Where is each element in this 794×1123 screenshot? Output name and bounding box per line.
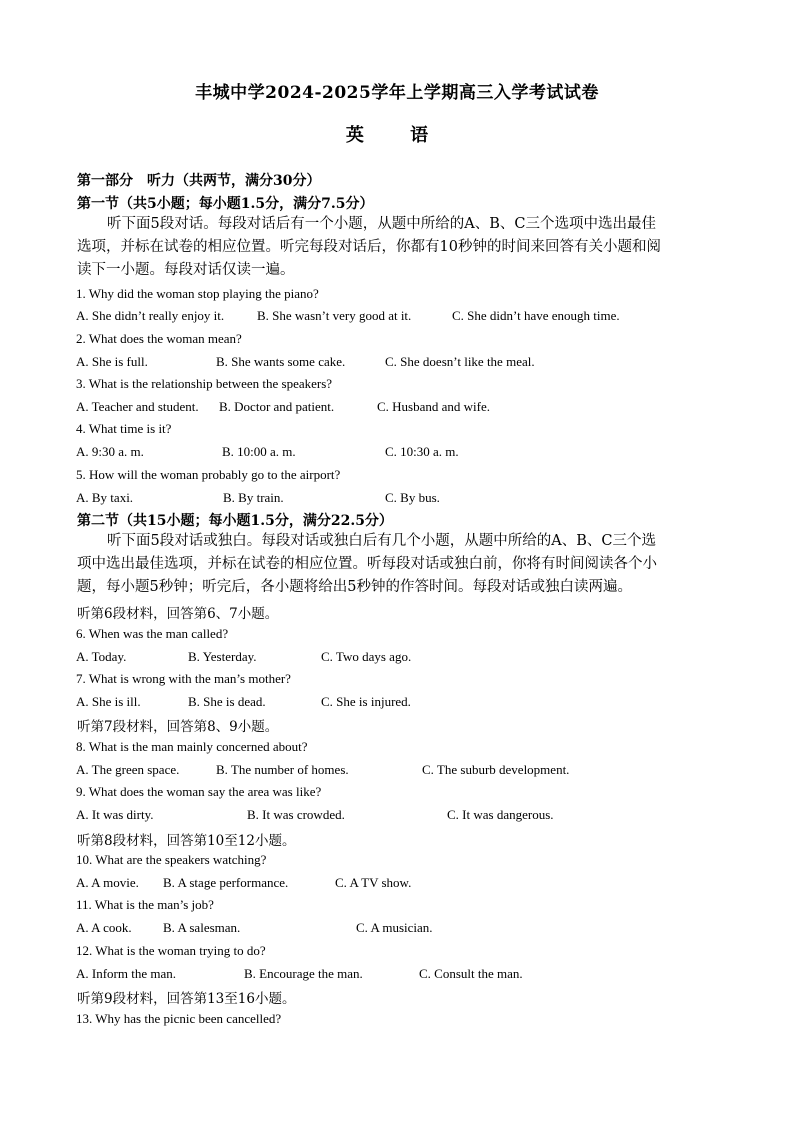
question-7: 7. What is wrong with the man’s mother?: [76, 671, 291, 686]
section1-heading: 第一节（共5小题；每小题1.5分，满分7.5分）: [77, 196, 374, 212]
section2-heading: 第二节（共15小题；每小题1.5分，满分22.5分）: [77, 513, 393, 529]
question-5: 5. How will the woman probably go to the airport?: [76, 467, 341, 482]
option-a: A. A movie.: [76, 875, 139, 890]
option-a: A. The green space.: [76, 762, 180, 777]
option-c: C. The suburb development.: [422, 762, 570, 777]
option-c: C. She doesn’t like the meal.: [385, 354, 535, 369]
section2-instructions: [77, 530, 720, 599]
option-b: B. She wants some cake.: [216, 354, 346, 369]
material-note-9: 听第9段材料，回答第13至16小题。: [77, 991, 296, 1007]
option-a: A. She didn’t really enjoy it.: [76, 308, 225, 323]
instruction-line: 听下面5段对话或独白。每段对话或独白后有几个小题，从题中所给的A、B、C三个选: [107, 533, 656, 549]
option-a: A. 9:30 a. m.: [76, 444, 144, 459]
option-b: B. Encourage the man.: [244, 966, 363, 981]
question-6: 6. When was the man called?: [76, 626, 229, 641]
instruction-line: 听下面5段对话。每段对话后有一个小题，从题中所给的A、B、C三个选项中选出最佳: [107, 216, 656, 232]
material-note-7: 听第7段材料，回答第8、9小题。: [77, 719, 279, 735]
question-10: 10. What are the speakers watching?: [76, 852, 267, 867]
option-a: A. She is full.: [76, 354, 148, 369]
option-b: B. She is dead.: [188, 694, 266, 709]
option-c: C. A musician.: [356, 920, 433, 935]
question-3: 3. What is the relationship between the speakers?: [76, 376, 333, 391]
option-b: B. The number of homes.: [216, 762, 349, 777]
option-c: C. Two days ago.: [321, 649, 412, 664]
option-a: A. Inform the man.: [76, 966, 177, 981]
option-b: B. A salesman.: [163, 920, 241, 935]
option-c: C. She didn’t have enough time.: [452, 308, 620, 323]
option-b: B. A stage performance.: [163, 875, 289, 890]
section1-instructions: [77, 213, 720, 282]
exam-title: 丰城中学2024-2025学年上学期高三入学考试试卷: [195, 83, 599, 103]
option-b: B. Doctor and patient.: [219, 399, 335, 414]
subject-title: 英 语: [345, 125, 449, 146]
option-a: A. She is ill.: [76, 694, 141, 709]
question-2: 2. What does the woman mean?: [76, 331, 242, 346]
option-b: B. 10:00 a. m.: [222, 444, 296, 459]
option-b: B. It was crowded.: [247, 807, 345, 822]
question-12: 12. What is the woman trying to do?: [76, 943, 266, 958]
instruction-line: 项中选出最佳选项，并标在试卷的相应位置。听每段对话或独白前，你将有时间阅读各个小: [77, 556, 657, 572]
option-a: A. A cook.: [76, 920, 132, 935]
instruction-line: 读下一小题。每段对话仅读一遍。: [77, 262, 295, 278]
question-13: 13. Why has the picnic been cancelled?: [76, 1011, 282, 1026]
material-note-6: 听第6段材料，回答第6、7小题。: [77, 606, 279, 622]
option-c: C. A TV show.: [335, 875, 412, 890]
option-c: C. It was dangerous.: [447, 807, 554, 822]
option-c: C. Husband and wife.: [377, 399, 491, 414]
option-a: A. Today.: [76, 649, 127, 664]
option-b: B. Yesterday.: [188, 649, 257, 664]
material-note-8: 听第8段材料，回答第10至12小题。: [77, 833, 296, 849]
option-c: C. Consult the man.: [419, 966, 523, 981]
question-11: 11. What is the man’s job?: [76, 897, 214, 912]
option-a: A. By taxi.: [76, 490, 134, 505]
instruction-line: 选项，并标在试卷的相应位置。听完每段对话后，你都有10秒钟的时间来回答有关小题和阅: [77, 239, 661, 255]
option-b: B. By train.: [223, 490, 284, 505]
option-c: C. By bus.: [385, 490, 440, 505]
question-8: 8. What is the man mainly concerned about?: [76, 739, 308, 754]
option-a: A. Teacher and student.: [76, 399, 199, 414]
question-9: 9. What does the woman say the area was like?: [76, 784, 322, 799]
option-a: A. It was dirty.: [76, 807, 154, 822]
option-c: C. 10:30 a. m.: [385, 444, 459, 459]
option-c: C. She is injured.: [321, 694, 411, 709]
option-b: B. She wasn’t very good at it.: [257, 308, 412, 323]
question-4: 4. What time is it?: [76, 421, 172, 436]
question-1: 1. Why did the woman stop playing the piano?: [76, 286, 319, 301]
part1-heading: 第一部分 听力（共两节，满分30分）: [77, 173, 321, 189]
instruction-line: 题，每小题5秒钟；听完后，各小题将给出5秒钟的作答时间。每段对话或独白读两遍。: [77, 579, 632, 595]
